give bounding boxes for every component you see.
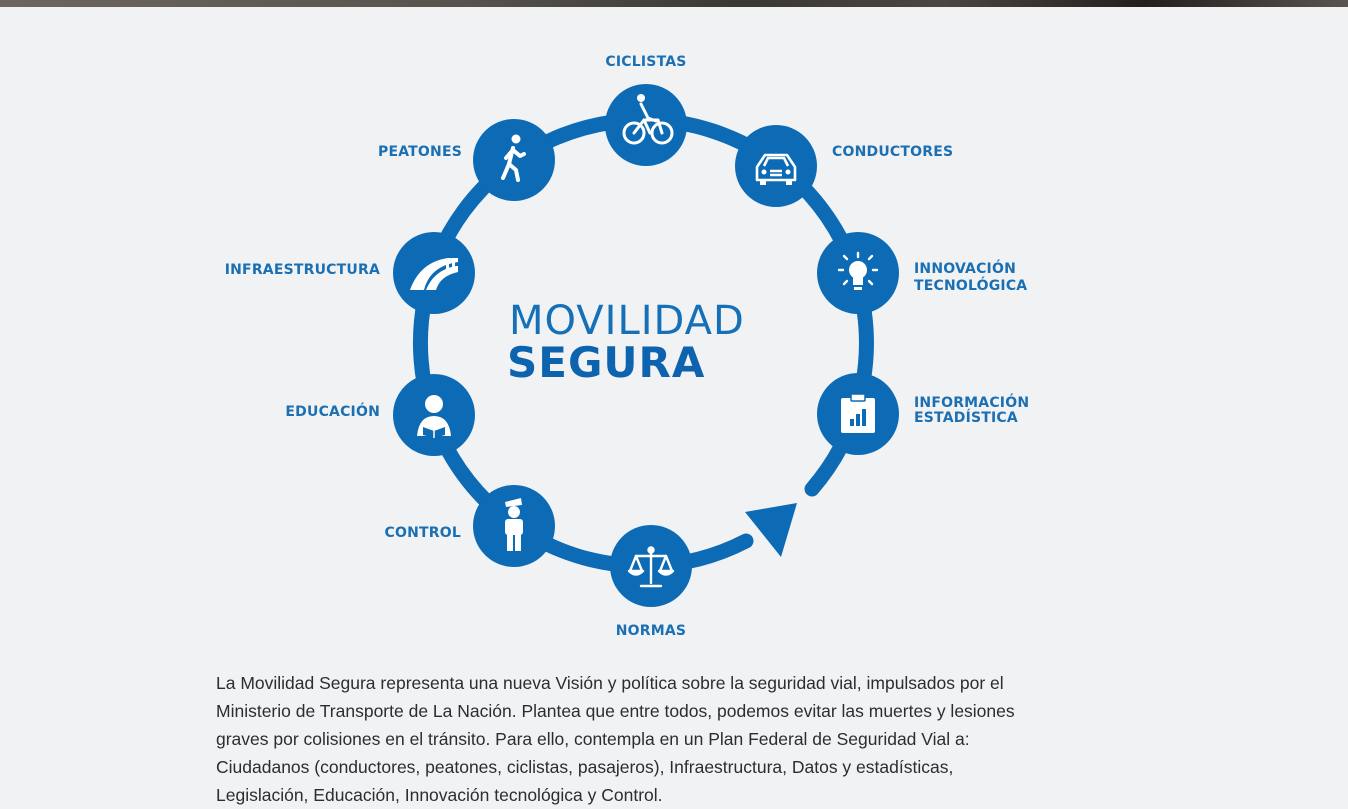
node-innovacion <box>817 232 1027 314</box>
node-control <box>385 485 555 567</box>
node-educacion <box>285 374 475 456</box>
node-informacion <box>817 373 1029 455</box>
node-ciclistas <box>605 54 687 166</box>
label-normas: NORMAS <box>615 623 687 639</box>
label-informacion-line2: ESTADÍSTICA <box>914 410 1018 426</box>
label-informacion-line1: INFORMACIÓN <box>914 395 1030 411</box>
title-line-2: SEGURA <box>507 338 706 387</box>
node-conductores <box>735 125 953 207</box>
node-peatones <box>378 119 555 201</box>
label-conductores: CONDUCTORES <box>832 144 954 160</box>
node-normas <box>610 525 692 639</box>
label-innovacion-line2: TECNOLÓGICA <box>914 278 1028 294</box>
description-paragraph: La Movilidad Segura representa una nueva Visión y política sobre la seguridad vial, impulsados por el Ministerio de Transporte de La Nación. Plantea que entre todos, podemos evitar las muertes y lesiones graves por colisiones en el tránsito. Para ello, contempla en un Plan Federal de Seguridad Vial a: Ciudadanos (conductores, peatones, ciclistas, pasajeros), Infraestructura, Datos y estadísticas, Legislación, Educación, Innovación tecnológica y Control. <box>216 673 1015 805</box>
label-peatones: PEATONES <box>378 144 462 160</box>
statistics-clipboard-icon <box>841 394 875 433</box>
node-infraestructura <box>225 232 475 314</box>
label-innovacion-line1: INNOVACIÓN <box>914 261 1016 277</box>
label-ciclistas: CICLISTAS <box>605 54 687 70</box>
label-educacion: EDUCACIÓN <box>285 404 380 420</box>
label-infraestructura: INFRAESTRUCTURA <box>224 262 380 278</box>
label-control: CONTROL <box>384 525 461 541</box>
cycle-arrowhead <box>745 503 797 557</box>
title-line-1: MOVILIDAD <box>509 298 745 344</box>
